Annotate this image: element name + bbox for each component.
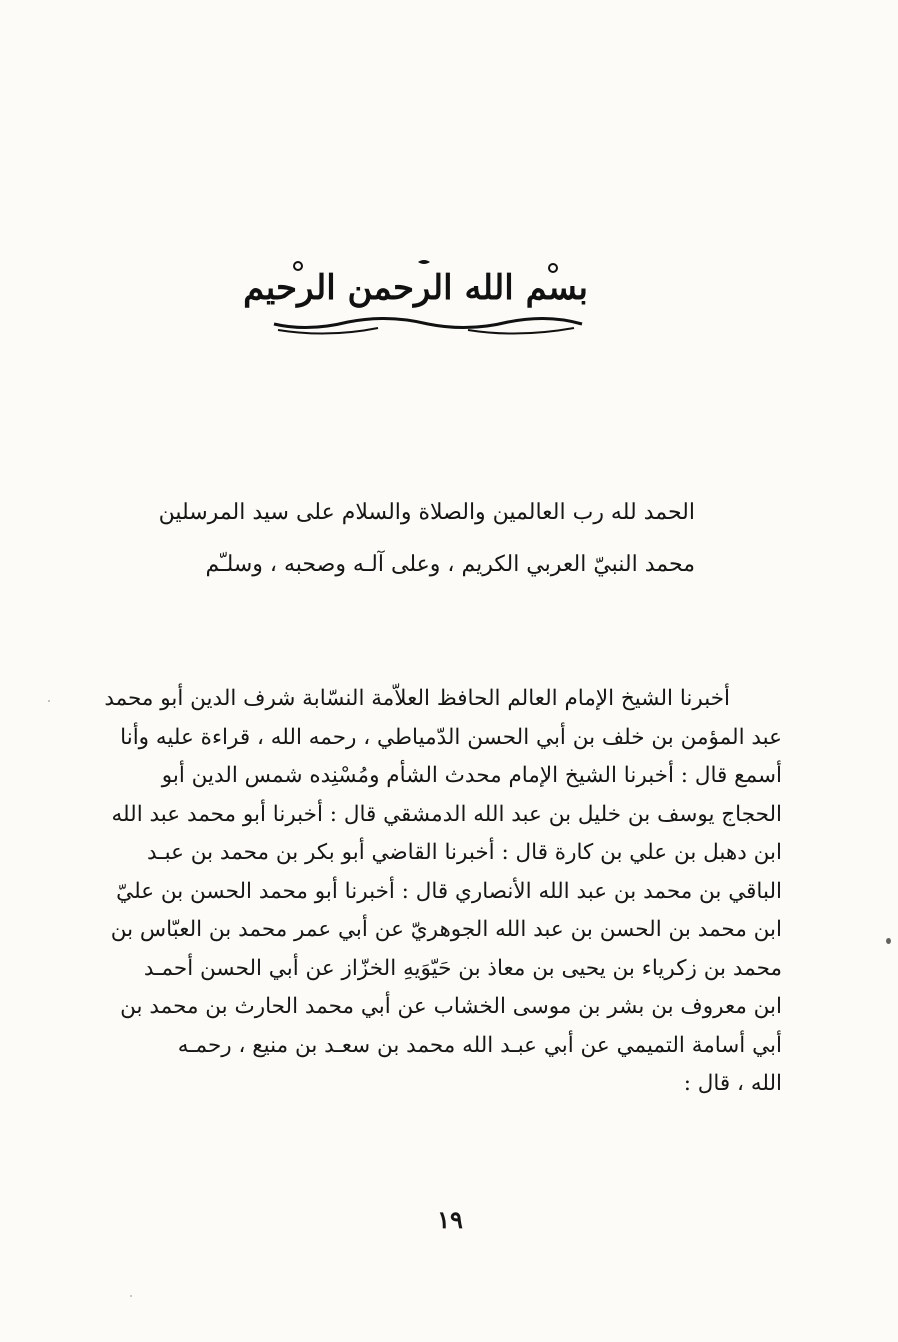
paragraph-line: الله ، قال : — [683, 1071, 782, 1096]
paragraph-line: ابن معروف بن بشر بن موسى الخشاب عن أبي محمد الحارث بن محمد بن — [120, 994, 782, 1019]
isnad-paragraph — [82, 680, 782, 1104]
paragraph-line: ابن دهبل بن علي بن كارة قال : أخبرنا القاضي أبو بكر بن محمد بن عبـد — [147, 840, 782, 865]
doxology-line: الحمد لله رب العالمين والصلاة والسلام على سيد المرسلين — [158, 500, 695, 525]
paragraph-line: أسمع قال : أخبرنا الشيخ الإمام محدث الشأم ومُسْنِده شمس الدين أبو — [161, 763, 782, 788]
paragraph-line: محمد بن زكرياء بن يحيى بن معاذ بن حَيّوَيهِ الخزّاز عن أبي الحسن أحمـد — [143, 955, 782, 981]
print-speck — [130, 1295, 132, 1297]
paragraph-line: الحجاج يوسف بن خليل بن عبد الله الدمشقي قال : أخبرنا أبو محمد عبد الله — [111, 801, 782, 827]
opening-doxology — [140, 487, 695, 591]
print-speck — [886, 938, 891, 944]
paragraph-line: عبد المؤمن بن خلف بن أبي الحسن الدّمياطي ، رحمه الله ، قراءة عليه وأنا — [120, 724, 782, 750]
paragraph-line: ابن محمد بن الحسن بن عبد الله الجوهريّ عن أبي عمر محمد بن العبّاس بن — [110, 917, 782, 942]
paragraph-line: الباقي بن محمد بن عبد الله الأنصاري قال : أخبرنا أبو محمد الحسن بن عليّ — [116, 878, 782, 904]
basmala-text: بسم الله الرحمن الرحيم — [243, 268, 588, 308]
page-number: ١٩ — [437, 1205, 463, 1234]
print-speck — [48, 700, 50, 702]
paragraph-line: أبي أسامة التميمي عن أبي عبـد الله محمد بن سعـد بن منيع ، رحمـه — [177, 1032, 782, 1058]
paragraph-line: أخبرنا الشيخ الإمام العالم الحافظ العلاّمة النسّابة شرف الدين أبو محمد — [104, 686, 730, 711]
doxology-line: محمد النبيّ العربي الكريم ، وعلى آلـه وصحبه ، وسلـّم — [205, 552, 695, 577]
basmala-calligraphy — [243, 258, 588, 338]
